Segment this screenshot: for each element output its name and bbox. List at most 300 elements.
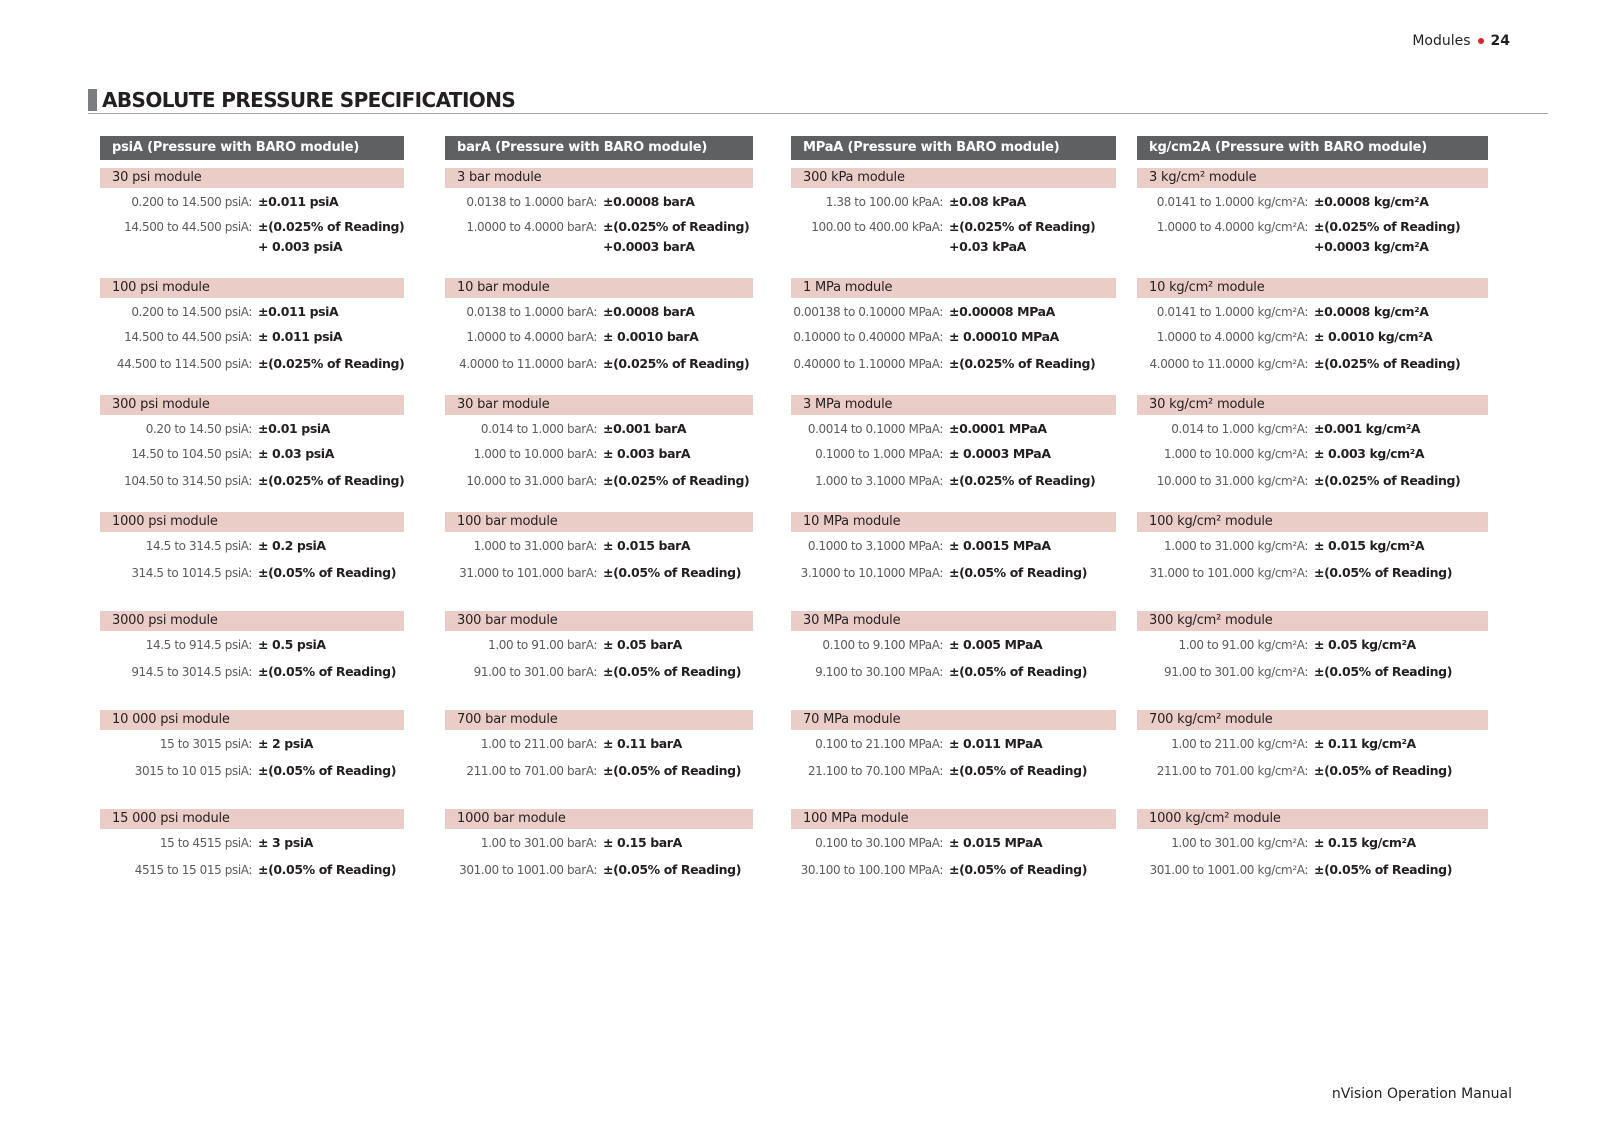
module-block <box>1137 710 1488 778</box>
accuracy-value: ±(0.05% of Reading) <box>603 862 742 877</box>
pressure-range: 1.00 to 301.00 kg/cm²A: <box>1171 836 1308 850</box>
module-block <box>1137 512 1488 580</box>
accuracy-value: ±(0.05% of Reading) <box>603 565 742 580</box>
accuracy-cell <box>949 471 1095 491</box>
page-header <box>1412 33 1510 49</box>
accuracy-value: ±(0.05% of Reading) <box>1314 763 1453 778</box>
accuracy-cell <box>949 192 1026 212</box>
pressure-range: 1.38 to 100.00 kPaA: <box>825 195 943 209</box>
spec-row <box>445 563 793 583</box>
spec-row <box>100 860 444 880</box>
accuracy-cell <box>949 635 1042 655</box>
accuracy-value: ±(0.05% of Reading) <box>258 763 397 778</box>
pressure-range: 1.00 to 91.00 kg/cm²A: <box>1178 638 1308 652</box>
spec-row <box>100 192 444 212</box>
column-heading: kg/cm2A (Pressure with BARO module) <box>1137 136 1488 160</box>
spec-row <box>445 734 793 754</box>
module-block <box>100 512 404 580</box>
module-block <box>445 168 753 254</box>
module-name: 3 bar module <box>445 168 753 188</box>
spec-row <box>445 217 793 257</box>
pressure-range: 914.5 to 3014.5 psiA: <box>131 665 252 679</box>
spec-row <box>100 734 444 754</box>
accuracy-value: ± 0.11 barA <box>603 736 682 751</box>
spec-row <box>100 635 444 655</box>
accuracy-value: ±(0.025% of Reading) <box>1314 356 1461 371</box>
pressure-range: 0.100 to 9.100 MPaA: <box>822 638 943 652</box>
pressure-range: 1.0000 to 4.0000 barA: <box>466 330 597 344</box>
spec-row <box>445 860 793 880</box>
spec-column <box>445 136 753 896</box>
module-name: 30 psi module <box>100 168 404 188</box>
pressure-range: 44.500 to 114.500 psiA: <box>116 357 252 371</box>
spec-row <box>445 354 793 374</box>
pressure-range: 91.00 to 301.00 kg/cm²A: <box>1164 665 1308 679</box>
accuracy-value: ±(0.025% of Reading) <box>603 219 750 234</box>
spec-row <box>100 761 444 781</box>
accuracy-cell <box>949 734 1042 754</box>
module-name: 100 kg/cm² module <box>1137 512 1488 532</box>
accuracy-cell <box>258 536 326 556</box>
accuracy-cell <box>949 761 1087 781</box>
accuracy-value-continued: +0.03 kPaA <box>949 239 1026 254</box>
accuracy-cell <box>258 217 404 257</box>
accuracy-value: ±0.0008 barA <box>603 194 695 209</box>
module-name: 3 MPa module <box>791 395 1116 415</box>
module-block <box>445 809 753 877</box>
pressure-range: 1.000 to 10.000 kg/cm²A: <box>1164 447 1308 461</box>
accuracy-value: ±(0.025% of Reading) <box>258 219 405 234</box>
accuracy-value: ± 0.015 barA <box>603 538 691 553</box>
spec-row <box>791 302 1156 322</box>
spec-row <box>791 662 1156 682</box>
spec-column <box>1137 136 1488 896</box>
accuracy-cell <box>1314 734 1416 754</box>
accuracy-value-continued: +0.0003 kg/cm²A <box>1314 239 1429 254</box>
module-name: 300 psi module <box>100 395 404 415</box>
pressure-range: 104.50 to 314.50 psiA: <box>124 474 252 488</box>
accuracy-cell <box>258 354 404 374</box>
accuracy-value: ± 0.003 barA <box>603 446 691 461</box>
accuracy-cell <box>603 302 694 322</box>
section-name: Modules <box>1412 33 1471 49</box>
module-name: 1000 kg/cm² module <box>1137 809 1488 829</box>
accuracy-cell <box>1314 662 1452 682</box>
accuracy-value: ±(0.05% of Reading) <box>949 664 1088 679</box>
spec-row <box>100 327 444 347</box>
spec-row <box>445 635 793 655</box>
accuracy-value: ± 0.03 psiA <box>258 446 334 461</box>
pressure-range: 15 to 3015 psiA: <box>159 737 252 751</box>
pressure-range: 0.200 to 14.500 psiA: <box>131 195 252 209</box>
spec-row <box>1137 563 1528 583</box>
module-block <box>100 809 404 877</box>
module-block <box>1137 809 1488 877</box>
module-block <box>791 395 1116 488</box>
accuracy-value: ± 0.005 MPaA <box>949 637 1043 652</box>
module-name: 300 kg/cm² module <box>1137 611 1488 631</box>
spec-row <box>1137 192 1528 212</box>
spec-row <box>791 563 1156 583</box>
spec-row <box>1137 354 1528 374</box>
accuracy-value: ±0.011 psiA <box>258 304 339 319</box>
module-block <box>791 512 1116 580</box>
pressure-range: 1.00 to 301.00 barA: <box>480 836 597 850</box>
spec-row <box>445 761 793 781</box>
accuracy-cell <box>258 761 396 781</box>
pressure-range: 0.100 to 21.100 MPaA: <box>815 737 943 751</box>
pressure-range: 0.00138 to 0.10000 MPaA: <box>793 305 943 319</box>
accuracy-value-continued: +0.0003 barA <box>603 239 695 254</box>
pressure-range: 10.000 to 31.000 barA: <box>466 474 597 488</box>
accuracy-cell <box>258 302 338 322</box>
module-name: 1000 bar module <box>445 809 753 829</box>
pressure-range: 1.00 to 211.00 kg/cm²A: <box>1171 737 1308 751</box>
spec-row <box>100 444 444 464</box>
accuracy-cell <box>1314 192 1428 212</box>
accuracy-cell <box>603 327 698 347</box>
accuracy-cell <box>1314 302 1428 322</box>
accuracy-value: ±0.0008 kg/cm²A <box>1314 304 1429 319</box>
spec-row <box>445 833 793 853</box>
module-block <box>100 611 404 679</box>
spec-row <box>791 833 1156 853</box>
accuracy-cell <box>603 419 686 439</box>
pressure-range: 0.1000 to 3.1000 MPaA: <box>807 539 943 553</box>
accuracy-value: ±(0.025% of Reading) <box>949 219 1096 234</box>
title-bar-marker <box>88 89 97 111</box>
accuracy-cell <box>258 860 396 880</box>
accuracy-value: ±0.00008 MPaA <box>949 304 1055 319</box>
accuracy-value: ± 0.05 kg/cm²A <box>1314 637 1416 652</box>
accuracy-value: ±0.001 barA <box>603 421 687 436</box>
spec-row <box>100 536 444 556</box>
pressure-range: 14.500 to 44.500 psiA: <box>124 330 252 344</box>
spec-row <box>791 536 1156 556</box>
column-heading: barA (Pressure with BARO module) <box>445 136 753 160</box>
accuracy-cell <box>258 635 326 655</box>
accuracy-value: ±0.08 kPaA <box>949 194 1026 209</box>
accuracy-value: ± 0.5 psiA <box>258 637 326 652</box>
pressure-range: 0.10000 to 0.40000 MPaA: <box>793 330 943 344</box>
pressure-range: 0.0141 to 1.0000 kg/cm²A: <box>1156 195 1308 209</box>
accuracy-value: ± 2 psiA <box>258 736 314 751</box>
module-name: 10 MPa module <box>791 512 1116 532</box>
module-block <box>100 278 405 371</box>
accuracy-cell <box>949 833 1042 853</box>
accuracy-value: ±(0.05% of Reading) <box>258 565 397 580</box>
spec-row <box>100 302 444 322</box>
accuracy-value: ±0.001 kg/cm²A <box>1314 421 1421 436</box>
accuracy-value: ± 0.0010 barA <box>603 329 699 344</box>
accuracy-cell <box>603 536 690 556</box>
pressure-range: 211.00 to 701.00 kg/cm²A: <box>1156 764 1308 778</box>
spec-row <box>100 217 444 257</box>
spec-row <box>791 761 1156 781</box>
spec-row <box>791 471 1156 491</box>
spec-row <box>1137 327 1528 347</box>
accuracy-value: ± 0.2 psiA <box>258 538 326 553</box>
module-block <box>1137 168 1488 254</box>
spec-row <box>100 419 444 439</box>
accuracy-value: ± 0.0003 MPaA <box>949 446 1051 461</box>
pressure-range: 0.014 to 1.000 barA: <box>480 422 597 436</box>
pressure-range: 30.100 to 100.100 MPaA: <box>800 863 943 877</box>
pressure-range: 1.0000 to 4.0000 barA: <box>466 220 597 234</box>
module-block <box>445 512 753 580</box>
spec-row <box>100 354 444 374</box>
accuracy-value: ± 0.015 MPaA <box>949 835 1043 850</box>
spec-row <box>791 635 1156 655</box>
pressure-range: 0.0014 to 0.1000 MPaA: <box>807 422 943 436</box>
accuracy-cell <box>949 444 1051 464</box>
accuracy-cell <box>1314 536 1424 556</box>
accuracy-cell <box>1314 217 1460 257</box>
spec-row <box>1137 734 1528 754</box>
module-block <box>791 278 1116 371</box>
pressure-range: 0.200 to 14.500 psiA: <box>131 305 252 319</box>
accuracy-cell <box>258 327 342 347</box>
spec-row <box>791 734 1156 754</box>
spec-row <box>791 860 1156 880</box>
accuracy-value: ±(0.025% of Reading) <box>258 473 405 488</box>
accuracy-value: ± 0.011 psiA <box>258 329 343 344</box>
pressure-range: 301.00 to 1001.00 kg/cm²A: <box>1149 863 1308 877</box>
page-number: 24 <box>1490 33 1510 49</box>
module-block <box>445 710 753 778</box>
accuracy-cell <box>949 327 1059 347</box>
spec-row <box>445 471 793 491</box>
module-name: 3 kg/cm² module <box>1137 168 1488 188</box>
accuracy-cell <box>258 563 396 583</box>
module-name: 15 000 psi module <box>100 809 404 829</box>
spec-row <box>445 192 793 212</box>
module-name: 30 kg/cm² module <box>1137 395 1488 415</box>
spec-row <box>791 217 1156 257</box>
module-block <box>445 278 753 371</box>
module-block <box>445 395 753 488</box>
accuracy-value: ± 0.15 barA <box>603 835 682 850</box>
pressure-range: 14.500 to 44.500 psiA: <box>124 220 252 234</box>
accuracy-cell <box>603 860 741 880</box>
accuracy-cell <box>603 192 694 212</box>
accuracy-cell <box>603 444 690 464</box>
accuracy-cell <box>258 419 330 439</box>
spec-row <box>1137 761 1528 781</box>
accuracy-value: ± 0.15 kg/cm²A <box>1314 835 1416 850</box>
spec-row <box>445 662 793 682</box>
pressure-range: 31.000 to 101.000 barA: <box>459 566 597 580</box>
module-name: 700 kg/cm² module <box>1137 710 1488 730</box>
pressure-range: 1.00 to 211.00 barA: <box>480 737 597 751</box>
pressure-range: 1.000 to 10.000 barA: <box>473 447 597 461</box>
accuracy-cell <box>949 536 1051 556</box>
accuracy-value: ±0.0008 kg/cm²A <box>1314 194 1429 209</box>
pressure-range: 31.000 to 101.000 kg/cm²A: <box>1149 566 1308 580</box>
accuracy-cell <box>949 563 1087 583</box>
accuracy-cell <box>1314 635 1416 655</box>
accuracy-cell <box>1314 860 1452 880</box>
pressure-range: 0.014 to 1.000 kg/cm²A: <box>1171 422 1308 436</box>
pressure-range: 9.100 to 30.100 MPaA: <box>815 665 943 679</box>
spec-row <box>100 563 444 583</box>
module-block <box>100 168 405 254</box>
spec-row <box>100 833 444 853</box>
accuracy-value: ±(0.05% of Reading) <box>949 862 1088 877</box>
accuracy-cell <box>258 662 396 682</box>
module-name: 300 bar module <box>445 611 753 631</box>
module-block <box>791 809 1116 877</box>
column-heading: psiA (Pressure with BARO module) <box>100 136 404 160</box>
spec-row <box>1137 860 1528 880</box>
pressure-range: 14.5 to 914.5 psiA: <box>145 638 252 652</box>
accuracy-cell <box>258 833 313 853</box>
accuracy-cell <box>1314 327 1432 347</box>
pressure-range: 1.0000 to 4.0000 kg/cm²A: <box>1156 330 1308 344</box>
spec-column <box>791 136 1116 896</box>
pressure-range: 1.000 to 31.000 kg/cm²A: <box>1164 539 1308 553</box>
pressure-range: 4.0000 to 11.0000 kg/cm²A: <box>1149 357 1308 371</box>
accuracy-cell <box>949 419 1047 439</box>
accuracy-cell <box>1314 833 1416 853</box>
module-name: 100 MPa module <box>791 809 1116 829</box>
module-name: 30 MPa module <box>791 611 1116 631</box>
accuracy-value: ±(0.05% of Reading) <box>1314 565 1453 580</box>
accuracy-cell <box>603 563 741 583</box>
module-name: 700 bar module <box>445 710 753 730</box>
module-block <box>791 611 1116 679</box>
accuracy-value: ±0.011 psiA <box>258 194 339 209</box>
pressure-range: 1.000 to 3.1000 MPaA: <box>815 474 943 488</box>
pressure-range: 0.0138 to 1.0000 barA: <box>466 195 597 209</box>
module-block <box>445 611 753 679</box>
pressure-range: 0.40000 to 1.10000 MPaA: <box>793 357 943 371</box>
accuracy-value: ± 0.11 kg/cm²A <box>1314 736 1416 751</box>
column-heading: MPaA (Pressure with BARO module) <box>791 136 1116 160</box>
accuracy-cell <box>949 217 1095 257</box>
spec-row <box>1137 302 1528 322</box>
module-block <box>1137 278 1488 371</box>
accuracy-value: ±(0.025% of Reading) <box>1314 473 1461 488</box>
accuracy-cell <box>603 761 741 781</box>
accuracy-value: ± 0.003 kg/cm²A <box>1314 446 1425 461</box>
accuracy-value: ±(0.05% of Reading) <box>1314 664 1453 679</box>
accuracy-cell <box>1314 471 1460 491</box>
footer-manual-name: nVision Operation Manual <box>1331 1086 1512 1102</box>
spec-row <box>1137 833 1528 853</box>
spec-row <box>1137 471 1528 491</box>
spec-row <box>445 444 793 464</box>
pressure-range: 15 to 4515 psiA: <box>159 836 252 850</box>
accuracy-value: ± 0.015 kg/cm²A <box>1314 538 1425 553</box>
module-name: 10 kg/cm² module <box>1137 278 1488 298</box>
spec-row <box>791 354 1156 374</box>
pressure-range: 21.100 to 70.100 MPaA: <box>807 764 943 778</box>
accuracy-cell <box>949 662 1087 682</box>
spec-row <box>100 471 444 491</box>
module-name: 1 MPa module <box>791 278 1116 298</box>
pressure-range: 4.0000 to 11.0000 barA: <box>459 357 597 371</box>
accuracy-cell <box>949 354 1095 374</box>
pressure-range: 0.20 to 14.50 psiA: <box>145 422 252 436</box>
pressure-range: 211.00 to 701.00 barA: <box>466 764 597 778</box>
accuracy-value: ±(0.05% of Reading) <box>949 565 1088 580</box>
spec-column <box>100 136 404 896</box>
module-name: 3000 psi module <box>100 611 404 631</box>
accuracy-cell <box>1314 419 1420 439</box>
spec-row <box>1137 419 1528 439</box>
accuracy-cell <box>1314 444 1424 464</box>
accuracy-cell <box>258 734 313 754</box>
accuracy-value: ± 0.00010 MPaA <box>949 329 1059 344</box>
pressure-range: 314.5 to 1014.5 psiA: <box>131 566 252 580</box>
pressure-range: 0.0141 to 1.0000 kg/cm²A: <box>1156 305 1308 319</box>
pressure-range: 14.5 to 314.5 psiA: <box>145 539 252 553</box>
spec-row <box>1137 536 1528 556</box>
accuracy-value: ±(0.025% of Reading) <box>603 356 750 371</box>
accuracy-cell <box>258 471 404 491</box>
accuracy-value: ±(0.025% of Reading) <box>949 473 1096 488</box>
pressure-range: 0.0138 to 1.0000 barA: <box>466 305 597 319</box>
accuracy-value: ±(0.05% of Reading) <box>258 862 397 877</box>
accuracy-value: ± 0.0010 kg/cm²A <box>1314 329 1433 344</box>
spec-row <box>791 192 1156 212</box>
pressure-range: 3015 to 10 015 psiA: <box>134 764 252 778</box>
accuracy-cell <box>603 662 741 682</box>
module-name: 100 psi module <box>100 278 404 298</box>
spec-row <box>791 327 1156 347</box>
module-name: 10 bar module <box>445 278 753 298</box>
accuracy-cell <box>603 635 682 655</box>
section-title <box>88 88 1548 114</box>
pressure-range: 1.000 to 31.000 barA: <box>473 539 597 553</box>
module-name: 30 bar module <box>445 395 753 415</box>
module-name: 70 MPa module <box>791 710 1116 730</box>
accuracy-cell <box>258 192 338 212</box>
pressure-range: 0.100 to 30.100 MPaA: <box>815 836 943 850</box>
pressure-range: 10.000 to 31.000 kg/cm²A: <box>1156 474 1308 488</box>
accuracy-cell <box>258 444 334 464</box>
module-name: 100 bar module <box>445 512 753 532</box>
module-name: 1000 psi module <box>100 512 404 532</box>
accuracy-value: ±(0.05% of Reading) <box>1314 862 1453 877</box>
module-block <box>100 395 405 488</box>
spec-row <box>1137 662 1528 682</box>
module-block <box>1137 395 1488 488</box>
pressure-range: 4515 to 15 015 psiA: <box>134 863 252 877</box>
pressure-range: 301.00 to 1001.00 barA: <box>459 863 597 877</box>
accuracy-cell <box>603 471 749 491</box>
page-title: ABSOLUTE PRESSURE SPECIFICATIONS <box>102 88 516 112</box>
accuracy-cell <box>949 860 1087 880</box>
pressure-range: 91.00 to 301.00 barA: <box>473 665 597 679</box>
accuracy-cell <box>949 302 1055 322</box>
accuracy-cell <box>1314 563 1452 583</box>
pressure-range: 0.1000 to 1.000 MPaA: <box>815 447 943 461</box>
pressure-range: 3.1000 to 10.1000 MPaA: <box>800 566 943 580</box>
pressure-range: 1.0000 to 4.0000 kg/cm²A: <box>1156 220 1308 234</box>
module-block <box>791 168 1116 254</box>
accuracy-value: ± 0.05 barA <box>603 637 682 652</box>
accuracy-cell <box>603 354 749 374</box>
module-block <box>791 710 1116 778</box>
accuracy-value: ±(0.05% of Reading) <box>603 763 742 778</box>
spec-row <box>1137 635 1528 655</box>
spec-row <box>791 444 1156 464</box>
accuracy-value: ±(0.05% of Reading) <box>258 664 397 679</box>
module-block <box>1137 611 1488 679</box>
accuracy-cell <box>603 217 749 257</box>
